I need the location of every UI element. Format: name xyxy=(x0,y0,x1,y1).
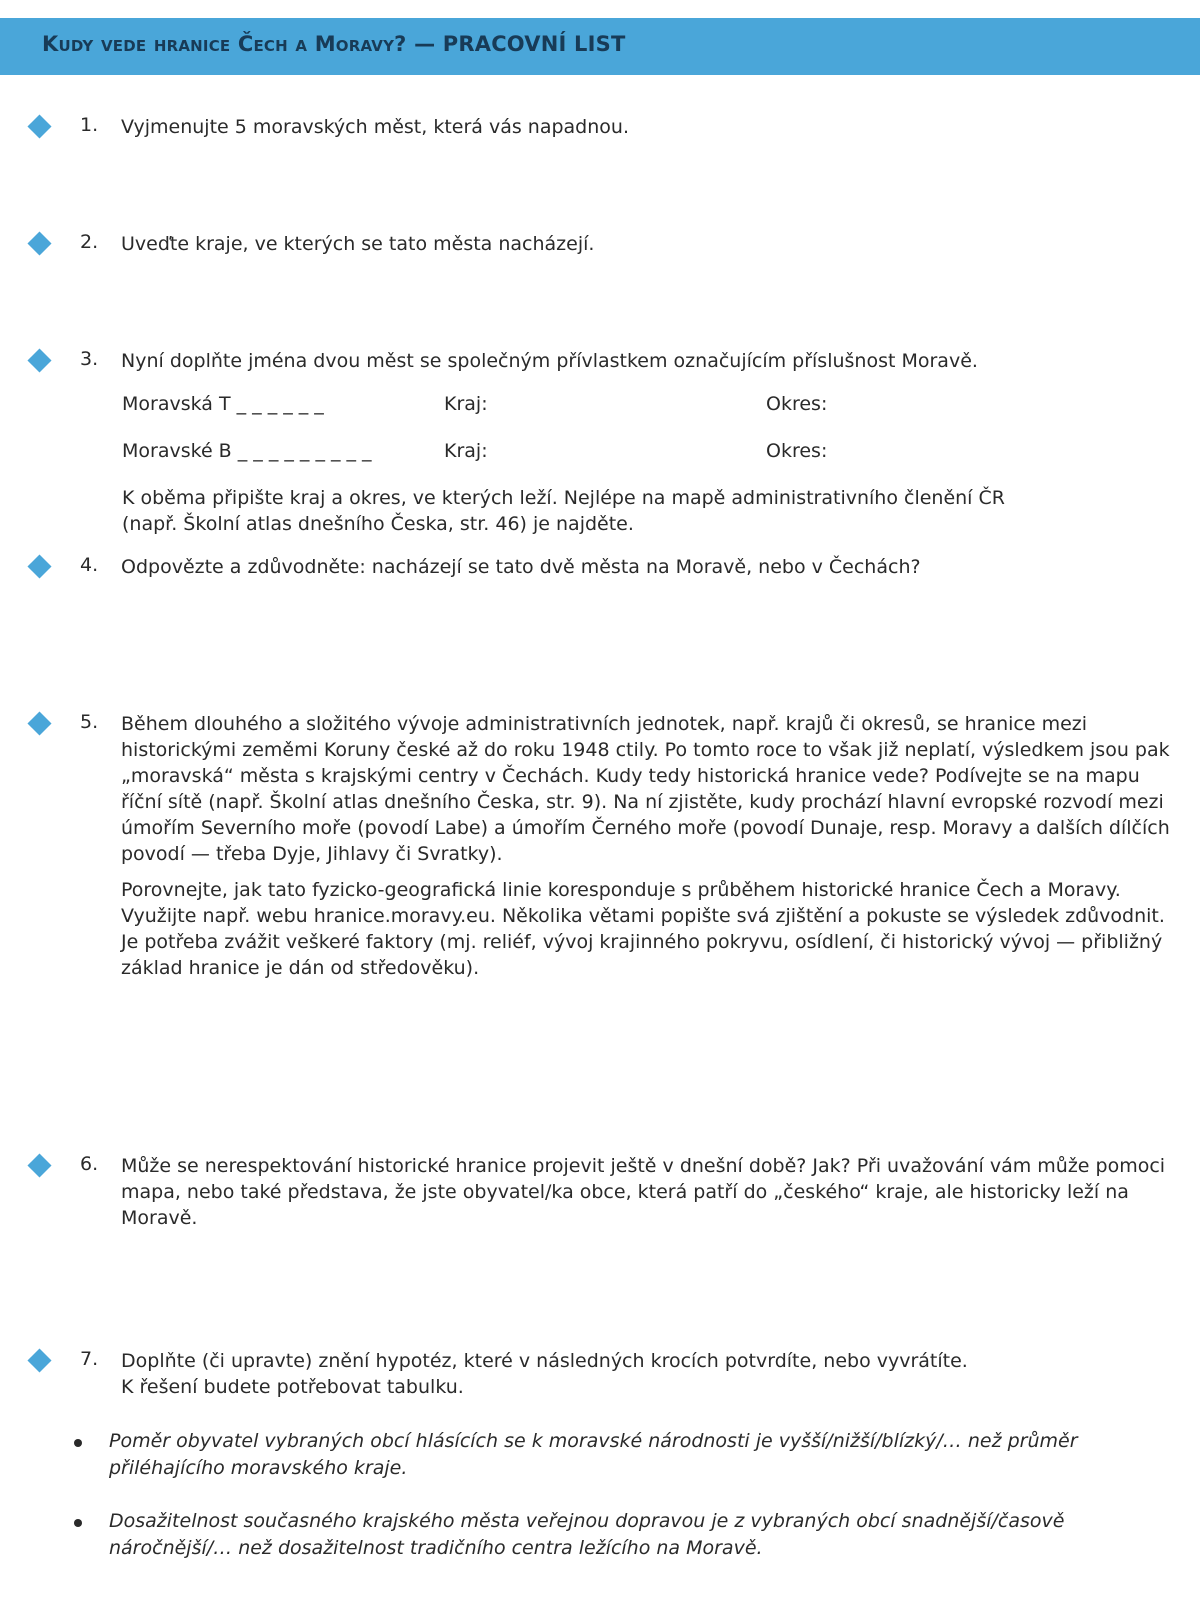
question-number: 7. xyxy=(80,1348,99,1370)
bullet-dot-icon xyxy=(74,1439,82,1447)
question-text: Nyní doplňte jména dvou měst se společným přívlastkem označujícím příslušnost Moravě. xyxy=(121,350,978,372)
header-bar xyxy=(0,18,1200,75)
diamond-bullet-icon xyxy=(27,1348,51,1372)
question-text: Odpovězte a zdůvodněte: nacházejí se tato dvě města na Moravě, nebo v Čechách? xyxy=(121,556,921,578)
diamond-bullet-icon xyxy=(27,348,51,372)
diamond-bullet-icon xyxy=(27,231,51,255)
question-number: 1. xyxy=(80,114,99,136)
question-number: 3. xyxy=(80,348,99,370)
question-line: K řešení budete potřebovat tabulku. xyxy=(121,1376,464,1398)
question-line: Doplňte (či upravte) znění hypotéz, které v následných krocích potvrdíte, nebo vyvrátíte. xyxy=(121,1350,968,1372)
town2-field: Moravské B _ _ _ _ _ _ _ _ _ xyxy=(122,440,372,462)
diamond-bullet-icon xyxy=(27,1153,51,1177)
kraj-label: Kraj: xyxy=(444,440,488,462)
question-text: Může se nerespektování historické hranice projevit ještě v dnešní době? Jak? Při uvažování vám může pomoci mapa, nebo také představa, že jste obyvatel/ka obce, která patří do „českého“ kraje, ale historicky leží na Moravě. xyxy=(121,1155,1166,1229)
question-paragraph: Během dlouhého a složitého vývoje administrativních jednotek, např. krajů či okresů, se hranice mezi historickými zeměmi Koruny české až do roku 1948 ctily. Po tomto roce to však již neplatí, výsledkem jsou pak „moravská“ města s krajskými centry v Čechách. Kudy tedy historická hranice vede? Podívejte se na mapu říční sítě (např. Školní atlas dnešního Česka, str. 9). Na ní zjistěte, kudy prochází hlavní evropské rozvodí mezi úmořím Severního moře (povodí Labe) a úmořím Černého moře (povodí Dunaje, resp. Moravy a dalších dílčích povodí — třeba Dyje, Jihlavy či Svratky). xyxy=(121,713,1170,865)
diamond-bullet-icon xyxy=(27,114,51,138)
town1-field: Moravská T _ _ _ _ _ _ xyxy=(122,393,324,415)
hypothesis-text: Dosažitelnost současného krajského města veřejnou dopravou je z vybraných obcí snadnější/časově náročnější/… než dosažitelnost tradičního centra ležícího na Moravě. xyxy=(109,1510,1065,1559)
question-number: 2. xyxy=(80,231,99,253)
question-text: Vyjmenujte 5 moravských měst, která vás napadnou. xyxy=(121,116,629,138)
diamond-bullet-icon xyxy=(27,554,51,578)
question-paragraph: Porovnejte, jak tato fyzicko-geografická linie koresponduje s průběhem historické hranice Čech a Moravy. Využijte např. webu hranice.moravy.eu. Několika větami popište svá zjištění a pokuste se výsledek zdůvodnit. Je potřeba zvážit veškeré faktory (mj. reliéf, vývoj krajinného pokryvu, osídlení, či historický vývoj — přibližný základ hranice je dán od středověku). xyxy=(121,879,1165,979)
q3-note-line2: (např. Školní atlas dnešního Česka, str. 46) je najděte. xyxy=(122,513,634,535)
kraj-label: Kraj: xyxy=(444,393,488,415)
question-text-block xyxy=(121,1348,1181,1400)
page-title xyxy=(42,32,626,56)
okres-label: Okres: xyxy=(766,440,828,462)
bullet-dot-icon xyxy=(74,1519,82,1527)
question-text-block xyxy=(121,711,1171,981)
title-main: Kudy vede hranice Čech a Moravy? xyxy=(42,32,407,56)
diamond-bullet-icon xyxy=(27,711,51,735)
q3-note-line1: K oběma připište kraj a okres, ve kterých leží. Nejlépe na mapě administrativního členění ČR xyxy=(122,487,1005,509)
question-number: 6. xyxy=(80,1153,99,1175)
question-number: 5. xyxy=(80,711,99,733)
okres-label: Okres: xyxy=(766,393,828,415)
question-text: Uveďte kraje, ve kterých se tato města nacházejí. xyxy=(121,233,595,255)
question-number: 4. xyxy=(80,554,99,576)
hypothesis-text: Poměr obyvatel vybraných obcí hlásících se k moravské národnosti je vyšší/nižší/blízký/… než průměr přiléhajícího moravského kraje. xyxy=(109,1430,1078,1479)
title-suffix: — PRACOVNÍ LIST xyxy=(406,32,626,56)
